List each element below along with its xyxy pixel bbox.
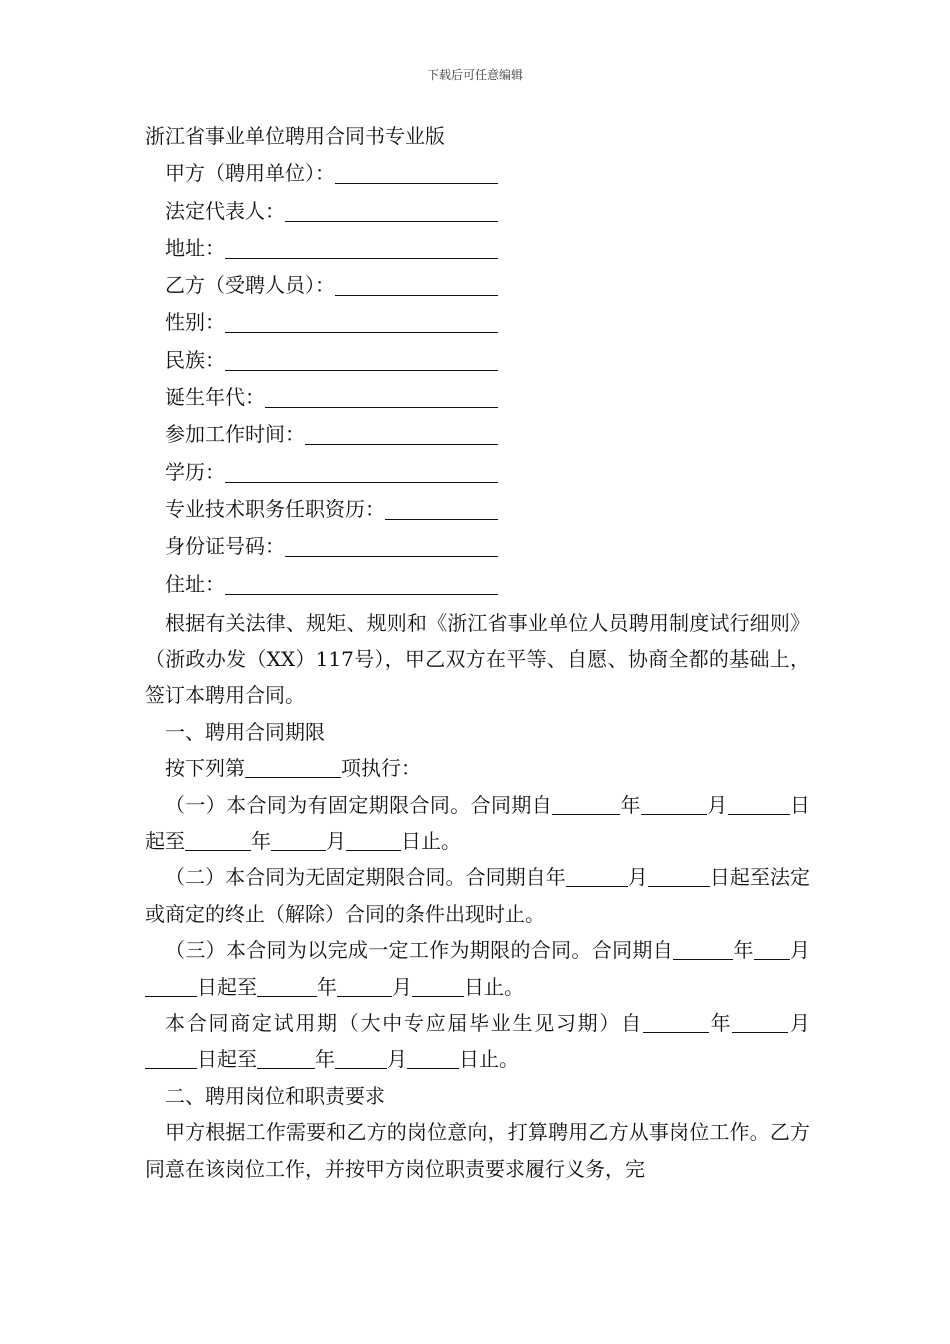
field-label: 专业技术职务任职资历： bbox=[165, 496, 385, 521]
fill-in-blank[interactable] bbox=[225, 593, 498, 595]
fill-in-blank[interactable] bbox=[257, 1048, 315, 1069]
text-fragment: 日止。 bbox=[464, 974, 524, 999]
option-task-based bbox=[145, 932, 810, 1005]
option-open-ended bbox=[145, 859, 810, 932]
fill-in-blank[interactable] bbox=[732, 1012, 788, 1033]
field-education bbox=[145, 453, 498, 490]
field-birth-date bbox=[145, 379, 498, 416]
fill-in-blank[interactable] bbox=[305, 443, 498, 445]
document-title: 浙江省事业单位聘用合同书专业版 bbox=[145, 124, 445, 148]
field-label: 甲方（聘用单位）： bbox=[165, 161, 335, 186]
text-fragment: （一）本合同为有固定期限合同。合同期自 bbox=[165, 792, 553, 817]
fill-in-blank[interactable] bbox=[552, 794, 620, 815]
fill-in-blank[interactable] bbox=[285, 555, 498, 557]
text-fragment: 月 bbox=[392, 974, 412, 999]
field-party-b bbox=[145, 267, 498, 304]
text-fragment: 月 bbox=[788, 1011, 811, 1036]
text-fragment: 年 bbox=[315, 1047, 335, 1072]
section-heading-position: 二、聘用岗位和职责要求 bbox=[165, 1083, 385, 1108]
field-label: 诞生年代： bbox=[165, 385, 265, 410]
text-fragment: 日起至 bbox=[197, 1047, 257, 1072]
text-fragment: 月 bbox=[789, 938, 811, 963]
fill-in-blank[interactable] bbox=[335, 1048, 387, 1069]
field-work-start-date bbox=[145, 416, 498, 453]
text-fragment: （二）本合同为无固定期限合同。合同期自年 bbox=[165, 865, 566, 890]
fill-in-blank[interactable] bbox=[407, 1048, 459, 1069]
text-fragment: 年 bbox=[733, 938, 754, 963]
fill-in-blank[interactable] bbox=[271, 830, 326, 851]
text-fragment: 月 bbox=[387, 1047, 407, 1072]
fill-in-blank[interactable] bbox=[225, 481, 498, 483]
text-fragment: 年 bbox=[620, 792, 641, 817]
field-professional-title bbox=[145, 491, 498, 528]
text-fragment: （三）本合同为以完成一定工作为期限的合同。合同期自 bbox=[165, 938, 674, 963]
field-label: 学历： bbox=[165, 459, 225, 484]
fill-in-blank[interactable] bbox=[643, 1012, 709, 1033]
fill-in-blank[interactable] bbox=[337, 976, 392, 997]
fill-in-blank[interactable] bbox=[145, 1048, 197, 1069]
field-label: 性别： bbox=[165, 310, 225, 335]
fill-in-blank[interactable] bbox=[754, 939, 790, 960]
field-address bbox=[145, 230, 498, 267]
fill-in-blank[interactable] bbox=[225, 331, 498, 333]
fill-in-blank[interactable] bbox=[673, 939, 733, 960]
fill-in-blank[interactable] bbox=[728, 794, 790, 815]
text-fragment: 日起至 bbox=[145, 792, 810, 853]
fill-in-blank[interactable] bbox=[265, 406, 498, 408]
position-paragraph: 甲方根据工作需要和乙方的岗位意向，打算聘用乙方从事岗位工作。乙方同意在该岗位工作，并按甲方岗位职责要求履行义务，完 bbox=[145, 1120, 810, 1181]
field-label: 乙方（受聘人员）： bbox=[165, 273, 335, 298]
fill-in-blank[interactable] bbox=[225, 369, 498, 371]
option-fixed-term bbox=[145, 787, 810, 860]
fill-in-blank[interactable] bbox=[641, 794, 707, 815]
fill-in-blank[interactable] bbox=[225, 257, 498, 259]
fill-in-blank[interactable] bbox=[335, 294, 498, 296]
probation-period bbox=[145, 1005, 810, 1078]
fill-in-blank[interactable] bbox=[566, 866, 628, 887]
field-id-number bbox=[145, 528, 498, 565]
fill-in-blank[interactable] bbox=[185, 830, 251, 851]
text-fragment: 日止。 bbox=[459, 1047, 519, 1072]
fill-in-blank[interactable] bbox=[245, 757, 341, 778]
section-heading-term: 一、聘用合同期限 bbox=[165, 719, 325, 744]
fill-in-blank[interactable] bbox=[385, 518, 498, 520]
fill-in-blank[interactable] bbox=[335, 182, 498, 184]
field-ethnicity bbox=[145, 341, 498, 378]
field-label: 身份证号码： bbox=[165, 534, 285, 559]
fill-in-blank[interactable] bbox=[145, 976, 197, 997]
fill-in-blank[interactable] bbox=[346, 830, 401, 851]
field-label: 住址： bbox=[165, 571, 225, 596]
text-fragment: 日起至 bbox=[197, 974, 257, 999]
text-fragment: 月 bbox=[706, 792, 728, 817]
text-fragment: 年 bbox=[317, 974, 337, 999]
choose-option-line bbox=[145, 750, 810, 786]
text-fragment: 按下列第 bbox=[165, 756, 245, 781]
text-fragment: 日起至法定或商定的终止（解除）合同的条件出现时止。 bbox=[145, 865, 811, 926]
fill-in-blank[interactable] bbox=[285, 220, 498, 222]
text-fragment: 年 bbox=[251, 829, 271, 853]
text-fragment: 本合同商定试用期（大中专应届毕业生见习期）自 bbox=[165, 1011, 643, 1036]
contract-document bbox=[145, 118, 810, 1187]
field-label: 民族： bbox=[165, 347, 225, 372]
field-gender bbox=[145, 304, 498, 341]
text-fragment: 年 bbox=[708, 1011, 733, 1036]
field-legal-representative bbox=[145, 192, 498, 229]
text-fragment: 日止。 bbox=[401, 829, 461, 853]
intro-paragraph: 根据有关法律、规矩、规则和《浙江省事业单位人员聘用制度试行细则》（浙政办发（XX）117号），甲乙双方在平等、自愿、协商全都的基础上，签订本聘用合同。 bbox=[145, 610, 810, 708]
page-header-note: 下载后可任意编辑 bbox=[426, 68, 523, 82]
fill-in-blank[interactable] bbox=[648, 866, 710, 887]
text-fragment: 月 bbox=[627, 865, 648, 890]
field-party-a bbox=[145, 155, 498, 192]
field-label: 地址： bbox=[165, 235, 225, 260]
fill-in-blank[interactable] bbox=[257, 976, 317, 997]
field-label: 参加工作时间： bbox=[165, 422, 305, 447]
fill-in-blank[interactable] bbox=[412, 976, 464, 997]
field-label: 法定代表人： bbox=[165, 198, 285, 223]
text-fragment: 项执行： bbox=[341, 756, 421, 781]
text-fragment: 月 bbox=[326, 829, 346, 853]
field-residence bbox=[145, 565, 498, 602]
